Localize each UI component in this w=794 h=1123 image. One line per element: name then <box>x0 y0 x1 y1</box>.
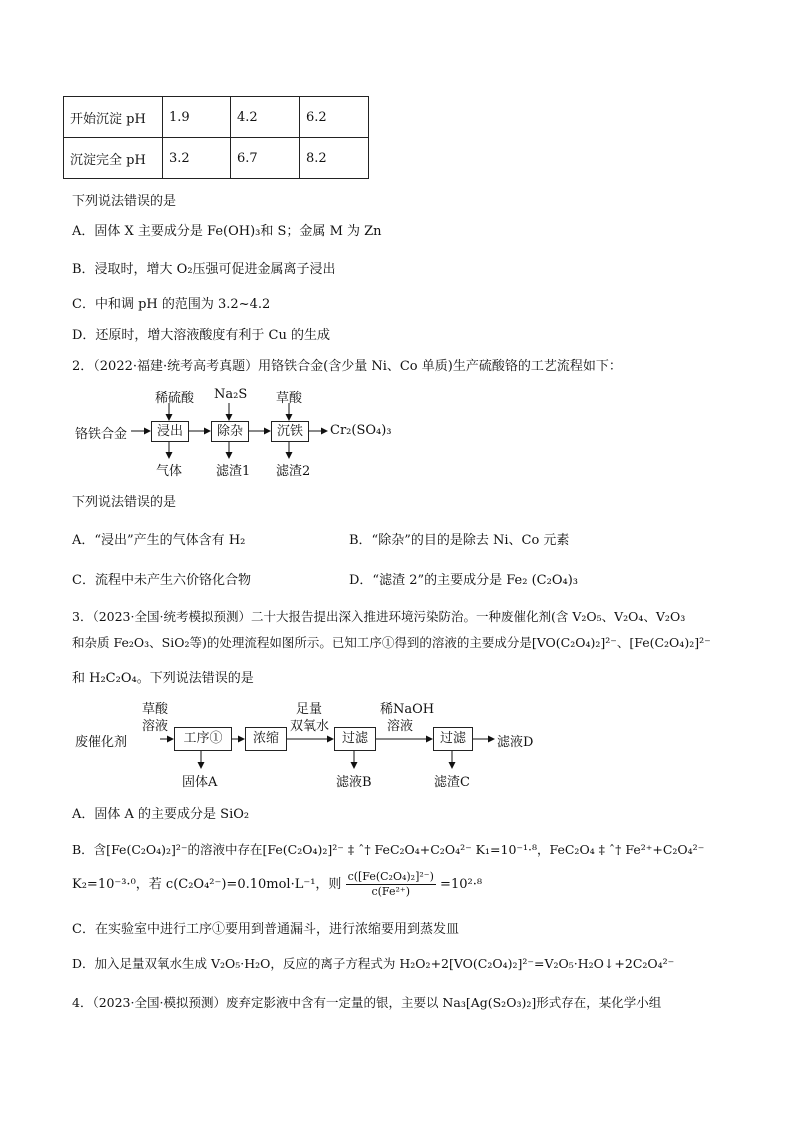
q3-fraction-numerator: c([Fe(C₂O₄)₂]²⁻) <box>347 870 434 883</box>
q4-stem: 4．（2023·全国·模拟预测）废弃定影液中含有一定量的银，主要以 Na₃[Ag(S₂O₃)₂]形式存在，某化学小组 <box>72 995 662 1010</box>
q2-flow-byproduct-3: 滤渣2 <box>276 464 311 479</box>
table-cell: 6.2 <box>300 97 369 138</box>
q2-option-c: C．流程中未产生六价铬化合物 <box>72 573 251 588</box>
q3-flow-reagent-3a: 足量 <box>296 702 323 717</box>
q3-flow-byproduct-4: 滤渣C <box>434 775 470 790</box>
q3-flow-input: 废催化剂 <box>75 735 128 750</box>
table-cell: 8.2 <box>300 138 369 179</box>
q3-stem-line-1: 3．（2023·全国·统考模拟预测）二十大报告提出深入推进环境污染防治。一种废催化剂(含 V₂O₅、V₂O₄、V₂O₃ <box>72 609 686 624</box>
q2-prompt: 下列说法错误的是 <box>72 495 177 510</box>
table-cell: 1.9 <box>163 97 231 138</box>
q2-flow-step-1: 浸出 <box>151 421 189 442</box>
q2-flow-output: Cr₂(SO₄)₃ <box>330 423 392 438</box>
q2-option-d: D．“滤渣 2”的主要成分是 Fe₂ (C₂O₄)₃ <box>349 573 578 588</box>
q2-flow-reagent-2: Na₂S <box>214 387 248 402</box>
q3-flow-byproduct-1: 固体A <box>182 775 218 790</box>
q3-flow-reagent-3b: 双氧水 <box>290 719 330 734</box>
table-cell: 开始沉淀 pH <box>64 97 163 138</box>
q2-flow-byproduct-1: 气体 <box>156 464 183 479</box>
q3-flow-step-1: 工序① <box>174 727 232 751</box>
table-cell: 沉淀完全 pH <box>64 138 163 179</box>
q2-option-b: B．“除杂”的目的是除去 Ni、Co 元素 <box>349 533 570 548</box>
q3-flow-step-3: 过滤 <box>334 727 376 751</box>
q3-flow-reagent-1b: 溶液 <box>142 719 169 734</box>
q3-stem-line-2: 和杂质 Fe₂O₃、SiO₂等)的处理流程如图所示。已知工序①得到的溶液的主要成分是[VO(C₂O₄)₂]²⁻、[Fe(C₂O₄)₂]²⁻ <box>72 635 711 650</box>
q3-fraction <box>346 870 436 899</box>
q2-flow-reagent-1: 稀硫酸 <box>155 391 195 406</box>
q1-option-d: D．还原时，增大溶液酸度有利于 Cu 的生成 <box>72 328 331 343</box>
q3-flow-step-2: 浓缩 <box>245 727 287 751</box>
q3-flow-reagent-4a: 稀NaOH <box>380 702 435 717</box>
q2-flow-reagent-3: 草酸 <box>276 391 303 406</box>
q3-option-b-line-1: B．含[Fe(C₂O₄)₂]²⁻的溶液中存在[Fe(C₂O₄)₂]²⁻ ‡ ˆ† FeC₂O₄+C₂O₄²⁻ K₁=10⁻¹·⁸，FeC₂O₄ ‡ ˆ† Fe²⁺+C₂O₄²⁻ <box>72 842 705 857</box>
q2-option-a: A．“浸出”产生的气体含有 H₂ <box>72 533 246 548</box>
q3-stem-line-3: 和 H₂C₂O₄。下列说法错误的是 <box>72 671 254 686</box>
q2-flow-step-3: 沉铁 <box>271 421 309 442</box>
table-cell: 4.2 <box>231 97 300 138</box>
q3-fraction-denominator: c(Fe²⁺) <box>371 885 410 898</box>
q3-option-b-result: =10²·⁸ <box>440 877 483 892</box>
q3-flow-step-4: 过滤 <box>433 727 473 751</box>
q1-option-c: C．中和调 pH 的范围为 3.2~4.2 <box>72 297 271 312</box>
q3-option-a: A．固体 A 的主要成分是 SiO₂ <box>72 807 250 822</box>
q3-flow-byproduct-3: 滤液B <box>336 775 372 790</box>
q2-flow-step-2: 除杂 <box>211 421 249 442</box>
q1-option-a: A．固体 X 主要成分是 Fe(OH)₃和 S；金属 M 为 Zn <box>72 224 382 239</box>
q3-flow-reagent-4b: 溶液 <box>387 719 414 734</box>
q3-option-b-line-2 <box>72 870 482 899</box>
table-cell: 6.7 <box>231 138 300 179</box>
q2-stem: 2．（2022·福建·统考高考真题）用铬铁合金(含少量 Ni、Co 单质)生产硫酸铬的工艺流程如下： <box>72 359 622 374</box>
q2-flow-input: 铬铁合金 <box>75 427 128 442</box>
q3-option-b-text: K₂=10⁻³·⁰，若 c(C₂O₄²⁻)=0.10mol·L⁻¹，则 <box>72 877 342 892</box>
q3-flow-reagent-1a: 草酸 <box>142 702 169 717</box>
q3-flow-output: 滤液D <box>497 735 534 750</box>
table-cell: 3.2 <box>163 138 231 179</box>
q2-flow-byproduct-2: 滤渣1 <box>216 464 251 479</box>
q1-prompt: 下列说法错误的是 <box>72 194 177 209</box>
q3-option-d: D．加入足量双氧水生成 V₂O₅·H₂O，反应的离子方程式为 H₂O₂+2[VO(C₂O₄)₂]²⁻=V₂O₅·H₂O↓+2C₂O₄²⁻ <box>72 956 675 971</box>
q1-option-b: B．浸取时，增大 O₂压强可促进金属离子浸出 <box>72 262 336 277</box>
q3-option-c: C．在实验室中进行工序①要用到普通漏斗，进行浓缩要用到蒸发皿 <box>72 922 459 937</box>
